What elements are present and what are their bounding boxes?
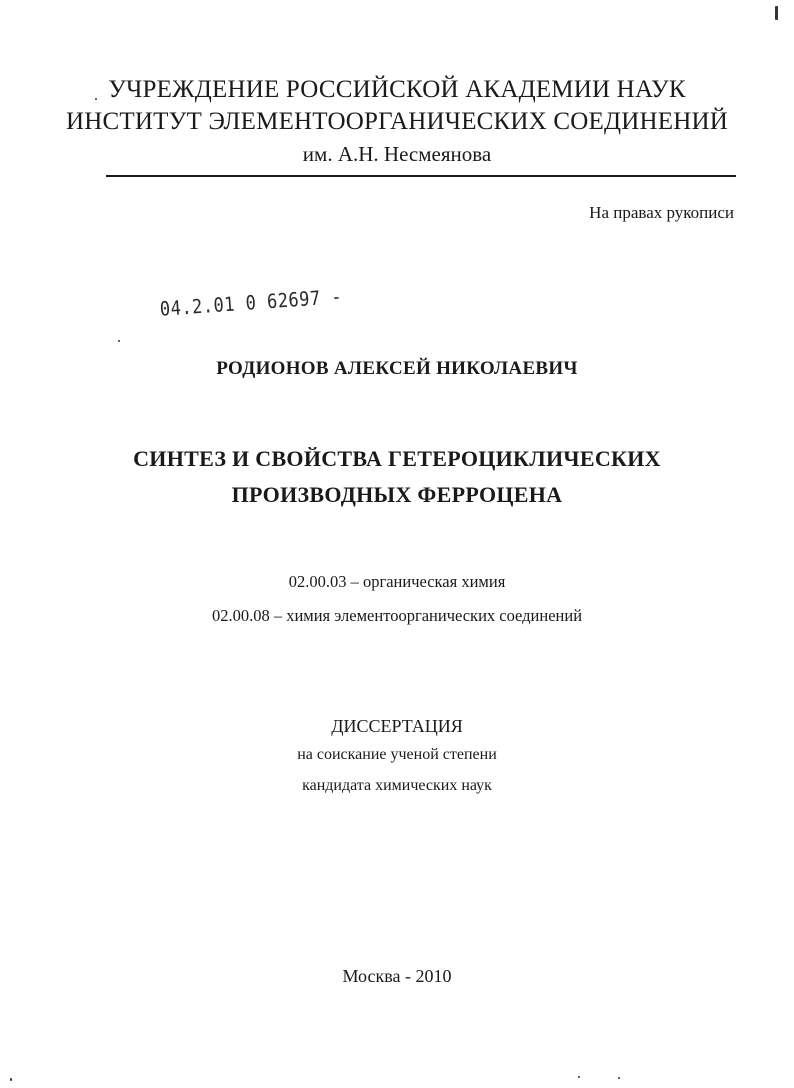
scan-speck [578,1076,580,1078]
scan-speck [10,1078,12,1081]
dissertation-heading: ДИССЕРТАЦИЯ [331,716,463,736]
institution-line-3: им. А.Н. Несмеянова [302,142,492,166]
city-year: Москва - 2010 [342,966,452,986]
manuscript-note: На правах рукописи [589,203,734,222]
registration-stamp: 04.2.01 0 62697 - [159,285,343,322]
scan-speck [95,98,97,100]
scan-speck [618,1077,620,1079]
thesis-title-line-1: СИНТЕЗ И СВОЙСТВА ГЕТЕРОЦИКЛИЧЕСКИХ [133,446,661,471]
header-divider [106,175,736,177]
degree-line-2: кандидата химических наук [302,777,492,794]
author-name: РОДИОНОВ АЛЕКСЕЙ НИКОЛАЕВИЧ [216,358,578,379]
institution-line-2: ИНСТИТУТ ЭЛЕМЕНТООРГАНИЧЕСКИХ СОЕДИНЕНИЙ [66,108,728,135]
scan-speck [775,6,778,20]
degree-line-1: на соискание ученой степени [297,746,497,763]
thesis-title-line-2: ПРОИЗВОДНЫХ ФЕРРОЦЕНА [231,482,563,507]
specialty-1: 02.00.03 – органическая химия [288,572,506,591]
specialty-2: 02.00.08 – химия элементоорганических соединений [211,606,583,625]
scan-speck [118,340,120,342]
institution-line-1: УЧРЕЖДЕНИЕ РОССИЙСКОЙ АКАДЕМИИ НАУК [108,76,686,103]
